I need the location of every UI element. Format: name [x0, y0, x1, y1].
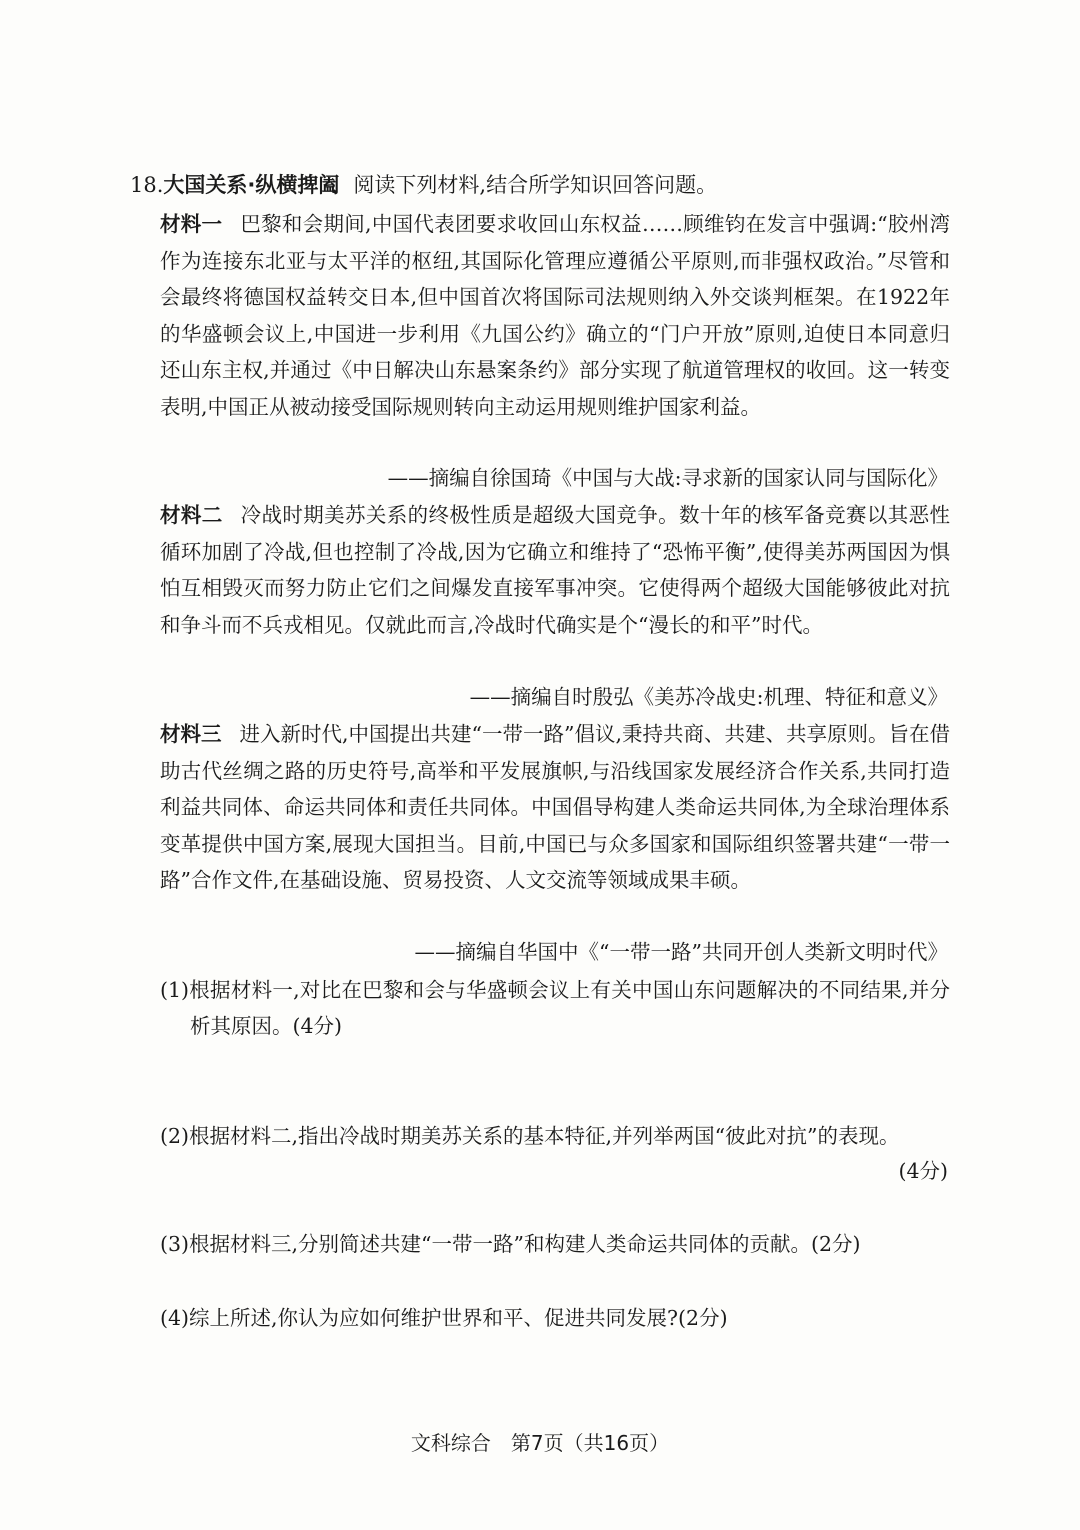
material-two	[160, 497, 950, 643]
material-source: ——摘编自徐国琦《中国与大战:寻求新的国家认同与国际化》	[387, 466, 948, 490]
page-footer: 文科综合 第7页（共16页）	[410, 1431, 670, 1455]
subquestion-1	[160, 972, 950, 1044]
subquestion-3	[160, 1226, 950, 1262]
subquestion-4	[160, 1300, 950, 1336]
material-source: ——摘编自华国中《“一带一路”共同开创人类新文明时代》	[414, 940, 948, 964]
subquestion-text: (3)根据材料三,分别简述共建“一带一路”和构建人类命运共同体的贡献。(2分)	[160, 1232, 861, 1256]
subquestion-score: (4分)	[898, 1159, 948, 1183]
material-three	[160, 716, 950, 899]
question-header	[130, 168, 960, 202]
material-source: ——摘编自时殷弘《美苏冷战史:机理、特征和意义》	[469, 685, 948, 709]
question-tag: 大国关系·纵横捭阖	[163, 173, 340, 197]
material-label: 材料一	[160, 212, 223, 236]
subquestion-text: (1)根据材料一,对比在巴黎和会与华盛顿会议上有关中国山东问题解决的不同结果,并分析其原因。(4分)	[160, 978, 950, 1038]
question-number: 18.	[130, 173, 164, 197]
material-text: 巴黎和会期间,中国代表团要求收回山东权益……顾维钧在发言中强调:“胶州湾作为连接东北亚与太平洋的枢纽,其国际化管理应遵循公平原则,而非强权政治。”尽管和会最终将德国权益转交日本,但中国首次将国际司法规则纳入外交谈判框架。在1922年的华盛顿会议上,中国进一步利用《九国公约》确立的“门户开放”原则,迫使日本同意归还山东主权,并通过《中日解决山东悬案条约》部分实现了航道管理权的收回。这一转变表明,中国正从被动接受国际规则转向主动运用规则维护国家利益。	[160, 212, 950, 419]
material-text: 进入新时代,中国提出共建“一带一路”倡议,秉持共商、共建、共享原则。旨在借助古代丝绸之路的历史符号,高举和平发展旗帜,与沿线国家发展经济合作关系,共同打造利益共同体、命运共同体和责任共同体。中国倡导构建人类命运共同体,为全球治理体系变革提供中国方案,展现大国担当。目前,中国已与众多国家和国际组织签署共建“一带一路”合作文件,在基础设施、贸易投资、人文交流等领域成果丰硕。	[160, 722, 950, 893]
material-one	[160, 206, 950, 426]
question-prompt: 阅读下列材料,结合所学知识回答问题。	[353, 173, 718, 197]
material-text: 冷战时期美苏关系的终极性质是超级大国竞争。数十年的核军备竞赛以其恶性循环加剧了冷战,但也控制了冷战,因为它确立和维持了“恐怖平衡”,使得美苏两国因为惧怕互相毁灭而努力防止它们之间爆发直接军事冲突。它使得两个超级大国能够彼此对抗和争斗而不兵戎相见。仅就此而言,冷战时代确实是个“漫长的和平”时代。	[160, 503, 950, 637]
subquestion-text: (4)综上所述,你认为应如何维护世界和平、促进共同发展?(2分)	[160, 1306, 728, 1330]
subquestion-text: (2)根据材料二,指出冷战时期美苏关系的基本特征,并列举两国“彼此对抗”的表现。	[160, 1124, 900, 1148]
subquestion-2	[160, 1118, 950, 1154]
material-label: 材料二	[160, 503, 223, 527]
material-label: 材料三	[160, 722, 222, 746]
